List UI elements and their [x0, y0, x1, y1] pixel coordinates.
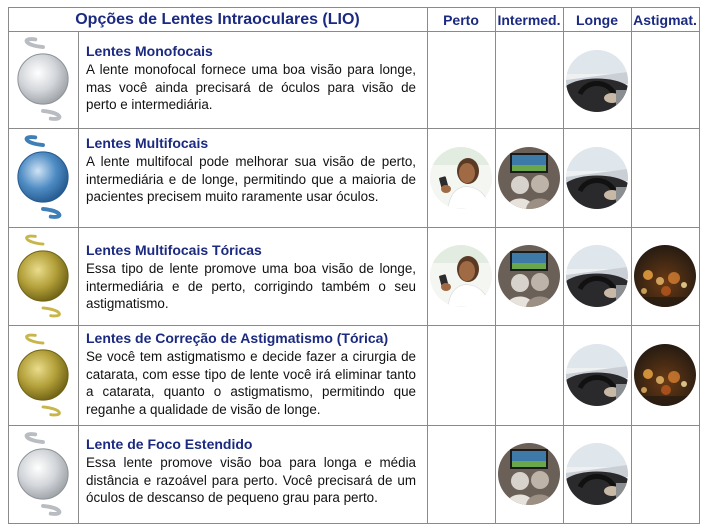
column-header-longe: Longe [576, 11, 618, 28]
night-city-lights-icon [634, 344, 696, 406]
grid-col-intermed [495, 7, 496, 524]
couple-watching-tv-icon [498, 147, 560, 209]
driving-car-icon [566, 245, 628, 307]
grid-left [8, 7, 9, 524]
row-title: Lente de Foco Estendido [86, 436, 253, 452]
driving-car-icon [566, 443, 628, 505]
grid-header-bottom [8, 31, 700, 32]
table-row [86, 330, 416, 418]
grid-col-perto [427, 7, 428, 524]
driving-car-icon [566, 50, 628, 112]
driving-car-icon [566, 344, 628, 406]
row-title: Lentes Multifocais [86, 135, 209, 151]
column-header-intermed: Intermed. [497, 11, 561, 28]
grid-lens-col [78, 31, 79, 524]
row-description: A lente monofocal fornece uma boa visão para longe, mas você ainda precisará de óculos para visão de perto e intermediária. [86, 62, 416, 113]
monofocal-lens-icon [14, 35, 72, 123]
row-description: Essa lente promove visão boa para longa e média distância e razoável para perto. Você precisará de um óculos de descanso de pequeno grau para perto. [86, 455, 416, 506]
table-row [86, 135, 416, 206]
table-row [86, 43, 416, 114]
night-city-lights-icon [634, 245, 696, 307]
multifocal-toric-lens-icon [14, 232, 72, 320]
table-title: Opções de Lentes Intraoculares (LIO) [75, 10, 360, 28]
grid-row1-bottom [8, 128, 700, 129]
grid-row4-bottom [8, 425, 700, 426]
table-row [86, 242, 416, 313]
row-description: Se você tem astigmatismo e decide fazer a cirurgia de catarata, com esse tipo de lente você irá eliminar tanto a catarata, quanto o astigmatismo, permitindo que reganhe a qualidade de visão de longe. [86, 349, 416, 417]
row-description: A lente multifocal pode melhorar sua visão de perto, intermediária e de longe, permitindo que a maioria de pacientes precisem muito raramente usar óculos. [86, 154, 416, 205]
grid-row3-bottom [8, 325, 700, 326]
grid-col-longe [563, 7, 564, 524]
column-header-astigmat: Astigmat. [633, 11, 697, 28]
row-title: Lentes Monofocais [86, 43, 213, 59]
grid-col-astig [631, 7, 632, 524]
column-header-perto: Perto [443, 11, 479, 28]
multifocal-lens-icon [14, 133, 72, 221]
extended-focus-lens-icon [14, 430, 72, 518]
grid-bottom [8, 523, 700, 524]
toric-lens-icon [14, 331, 72, 419]
row-description: Essa tipo de lente promove uma boa visão de longe, intermediária e de perto, corrigindo também o seu astigmatismo. [86, 261, 416, 312]
row-title: Lentes de Correção de Astigmatismo (Tórica) [86, 330, 389, 346]
table-row [86, 436, 416, 507]
row-title: Lentes Multifocais Tóricas [86, 242, 262, 258]
couple-watching-tv-icon [498, 443, 560, 505]
woman-reading-phone-icon [430, 245, 492, 307]
woman-reading-phone-icon [430, 147, 492, 209]
driving-car-icon [566, 147, 628, 209]
couple-watching-tv-icon [498, 245, 560, 307]
grid-row2-bottom [8, 227, 700, 228]
grid-right [699, 7, 700, 524]
